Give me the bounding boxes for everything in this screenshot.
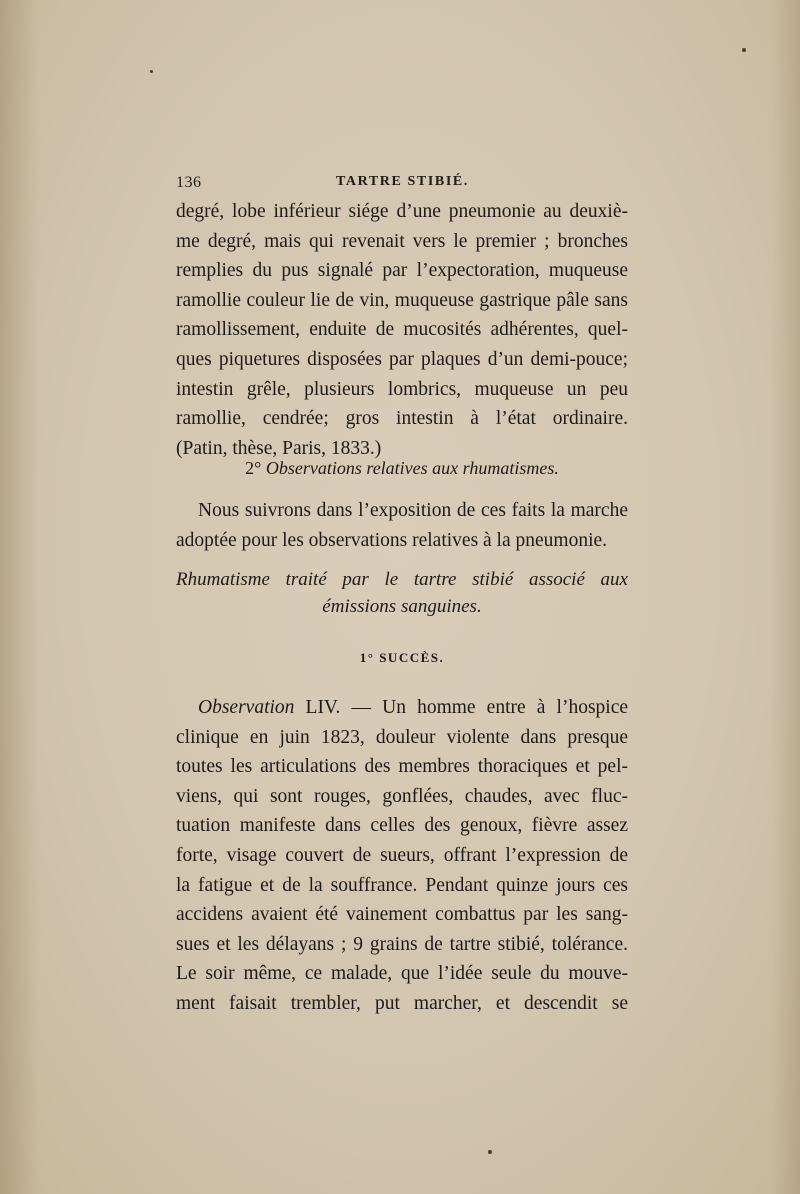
text-line: accidens avaient été vainement combattus par les sang- bbox=[176, 904, 628, 926]
paper-speck bbox=[742, 48, 746, 52]
intro-paragraph bbox=[176, 496, 628, 555]
text-line: Le soir même, ce malade, que l’idée seule du mouve- bbox=[176, 963, 628, 985]
text-line: me degré, mais qui revenait vers le premier ; bronches bbox=[176, 230, 628, 252]
text-line: ramollie couleur lie de vin, muqueuse gastrique pâle sans bbox=[176, 289, 628, 311]
paper-speck bbox=[488, 1150, 492, 1154]
text-line: la fatigue et de la souffrance. Pendant quinze jours ces bbox=[176, 874, 628, 896]
running-head bbox=[176, 174, 628, 196]
text-line: clinique en juin 1823, douleur violente dans presque bbox=[176, 726, 628, 748]
text-line: forte, visage couvert de sueurs, offrant l’expression de bbox=[176, 844, 628, 866]
text-line: remplies du pus signalé par l’expectoration, muqueuse bbox=[176, 260, 628, 282]
success-heading: 1° SUCCÈS. bbox=[359, 650, 445, 665]
observation-label: Observation bbox=[198, 697, 295, 718]
text-line: sues et les délayans ; 9 grains de tartre stibié, tolérance. bbox=[176, 933, 628, 955]
observation-first-line bbox=[176, 693, 628, 723]
page-number: 136 bbox=[176, 174, 202, 191]
observation-numeral: LIV. bbox=[305, 697, 341, 718]
text-line: ramollie, cendrée; gros intestin à l’état ordinaire. bbox=[176, 408, 628, 430]
text-line: intestin grêle, plusieurs lombrics, muqueuse un peu bbox=[176, 378, 628, 400]
subheading-line: Rhumatisme traité par le tartre stibié associé aux bbox=[176, 569, 628, 590]
text-line: Nous suivrons dans l’exposition de ces faits la marche bbox=[198, 500, 628, 521]
text-line: ment faisait trembler, put marcher, et descendit se bbox=[176, 992, 628, 1014]
section-title: Observations relatives aux rhumatismes. bbox=[265, 458, 559, 478]
subheading bbox=[176, 566, 628, 620]
section-number: 2° bbox=[245, 458, 262, 478]
text-line: viens, qui sont rouges, gonflées, chaudes, avec fluc- bbox=[176, 785, 628, 807]
page-edge-shadow-right bbox=[770, 0, 800, 1194]
section-heading bbox=[176, 458, 628, 479]
text-line: ramollissement, enduite de mucosités adhérentes, quel- bbox=[176, 319, 628, 341]
text-line: toutes les articulations des membres thoraciques et pel- bbox=[176, 756, 628, 778]
text-line: tuation manifeste dans celles des genoux, fièvre assez bbox=[176, 815, 628, 837]
page-edge-shadow-left bbox=[0, 0, 40, 1194]
text-fragment: — Un homme entre à l’hospice bbox=[351, 697, 629, 718]
text-line: ques piquetures disposées par plaques d’un demi-pouce; bbox=[176, 348, 628, 370]
text-line: adoptée pour les observations relatives à la pneumonie. bbox=[176, 529, 608, 551]
continuation-paragraph bbox=[176, 197, 628, 463]
citation-line: (Patin, thèse, Paris, 1833.) bbox=[176, 437, 382, 459]
running-title: TARTRE STIBIÉ. bbox=[336, 174, 469, 189]
text-line: degré, lobe inférieur siége d’une pneumonie au deuxiè- bbox=[176, 201, 628, 222]
paper-speck bbox=[150, 70, 153, 73]
subheading-line: émissions sanguines. bbox=[322, 596, 482, 617]
observation-paragraph bbox=[176, 693, 628, 1019]
